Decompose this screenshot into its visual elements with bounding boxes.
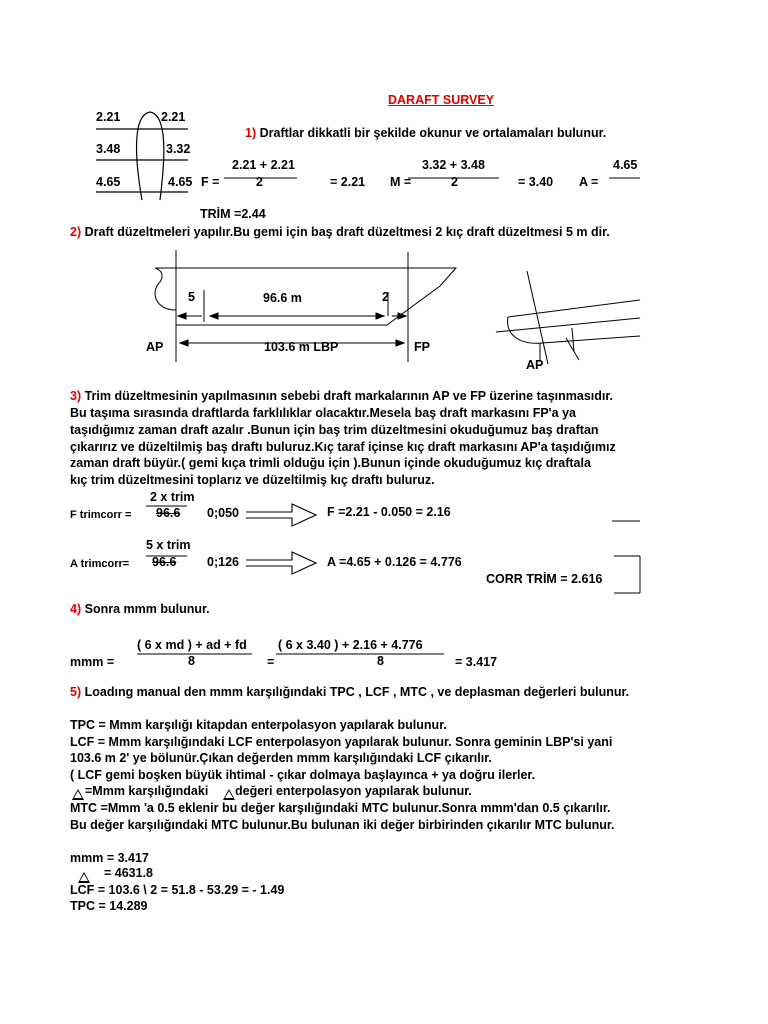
- step4-line: [70, 602, 210, 617]
- step3-text-3: çıkarırız ve düzeltilmiş baş draftı buluruz.Kıç taraf içinse kıç draft markasını AP'a taşıdığımız: [70, 440, 616, 454]
- draft-aft-right: 4.65: [168, 175, 193, 189]
- ap-label: AP: [146, 340, 164, 354]
- step3-text-2: taşıdığımız zaman draft azalır .Bunun için baş trim düzeltmesini okuduğumuz baş draftan: [70, 423, 599, 437]
- result-lcf: LCF = 103.6 \ 2 = 51.8 - 53.29 = - 1.49: [70, 883, 285, 897]
- draft-mid-left: 3.48: [96, 142, 121, 156]
- mmm-denominator-values: 8: [377, 654, 384, 668]
- note-delta-part1: =Mmm karşılığındaki: [85, 784, 209, 798]
- step3-text-5: kıç trim düzeltmesini toplarız ve düzeltilmiş kıç draftı buluruz.: [70, 473, 435, 487]
- note-mtc: MTC =Mmm 'a 0.5 eklenir bu değer karşılığındaki MTC bulunur.Sonra mmm'dan 0.5 çıkarılır.: [70, 801, 611, 815]
- a-trimcorr-denominator: 96.6: [152, 555, 177, 569]
- step1-text: Draftlar dikkatli bir şekilde okunur ve ortalamaları bulunur.: [259, 126, 607, 140]
- delta-icon: [72, 789, 84, 800]
- note-lcf-cont: 103.6 m 2' ye bölunür.Çıkan değerden mmm karşılığındaki LCF çıkarılır.: [70, 751, 492, 765]
- a-trimcorr-numerator: 5 x trim: [146, 538, 191, 552]
- draft-fwd-right: 2.21: [161, 110, 186, 124]
- note-lcf-sign: ( LCF gemi boşken büyük ihtimal - çıkar dolmaya başlayınca + ya doğru ilerler.: [70, 768, 536, 782]
- draft-mid-right: 3.32: [166, 142, 191, 156]
- mmm-label: mmm =: [70, 655, 115, 669]
- note-delta-part2: değeri enterpolasyon yapılarak bulunur.: [235, 784, 472, 798]
- m-denominator: 2: [451, 175, 458, 189]
- delta-icon: [223, 789, 235, 800]
- result-mmm: mmm = 3.417: [70, 851, 149, 865]
- f-label: F =: [201, 175, 220, 189]
- step2-text: Draft düzeltmeleri yapılır.Bu gemi için baş draft düzeltmesi 2 kıç draft düzeltmesi 5 m dir.: [84, 225, 610, 239]
- a-trimcorr-label: A trimcorr=: [70, 558, 130, 570]
- step1-number: 1): [245, 126, 257, 140]
- aft-correction-label: 5: [188, 290, 195, 304]
- f-numerator: 2.21 + 2.21: [232, 158, 295, 172]
- f-trimcorr-numerator: 2 x trim: [150, 490, 195, 504]
- mmm-equals: =: [267, 655, 275, 669]
- draft-fwd-left: 2.21: [96, 110, 121, 124]
- mmm-numerator-formula: ( 6 x md ) + ad + fd: [137, 638, 247, 652]
- f-trimcorr-label: F trimcorr =: [70, 509, 132, 521]
- f-result: = 2.21: [330, 175, 366, 189]
- note-tpc: TPC = Mmm karşılığı kitapdan enterpolasyon yapılarak bulunur.: [70, 718, 447, 732]
- m-label: M =: [390, 175, 412, 189]
- f-trimcorr-result: F =2.21 - 0.050 = 2.16: [327, 505, 451, 519]
- mid-length-label: 96.6 m: [263, 291, 302, 305]
- result-tpc: TPC = 14.289: [70, 899, 148, 913]
- corr-trim: CORR TRİM = 2.616: [486, 572, 603, 586]
- step3-text-1: Bu taşıma sırasında draftlarda farklılıklar olacaktır.Mesela baş draft markasını FP'a ya: [70, 406, 576, 420]
- trim-value: TRİM =2.44: [200, 207, 266, 221]
- step3-number: 3): [70, 389, 82, 403]
- draft-aft-left: 4.65: [96, 175, 121, 189]
- a-trimcorr-result: A =4.65 + 0.126 = 4.776: [327, 555, 462, 569]
- m-numerator: 3.32 + 3.48: [422, 158, 485, 172]
- a-label: A =: [579, 175, 599, 189]
- note-mtc-cont: Bu değer karşılığındaki MTC bulunur.Bu bulunan iki değer birbirinden çıkarılır MTC bulunur.: [70, 818, 615, 832]
- m-result: = 3.40: [518, 175, 554, 189]
- step3-text-4: zaman draft büyür.( gemi kıça trimli olduğu için ).Bunun içinde okuduğumuz kıç draftala: [70, 456, 591, 470]
- step2-number: 2): [70, 225, 82, 239]
- note-lcf: LCF = Mmm karşılığındaki LCF enterpolasyon yapılarak bulunur. Sonra geminin LBP'si yani: [70, 735, 613, 749]
- stern-detail-diagram: [496, 271, 640, 364]
- f-denominator: 2: [256, 175, 263, 189]
- step5-line: [70, 685, 629, 700]
- result-delta: = 4631.8: [104, 866, 154, 880]
- step5-text: Loadıng manual den mmm karşılığındaki TPC , LCF , MTC , ve deplasman değerleri bulunur.: [84, 685, 630, 699]
- trimcorr-arrows: [246, 504, 316, 574]
- document-title: DARAFT SURVEY: [388, 93, 495, 107]
- step4-number: 4): [70, 602, 82, 616]
- mmm-denominator-formula: 8: [188, 654, 195, 668]
- f-trimcorr-value: 0;050: [207, 506, 239, 520]
- step5-number: 5): [70, 685, 82, 699]
- step3-text-0: Trim düzeltmesinin yapılmasının sebebi draft markalarının AP ve FP üzerine taşınmasıdır.: [84, 389, 614, 403]
- a-value: 4.65: [613, 158, 638, 172]
- fwd-correction-label: 2: [382, 290, 389, 304]
- fp-label: FP: [414, 340, 430, 354]
- step3-line-0: [70, 389, 613, 404]
- lbp-label: 103.6 m LBP: [264, 340, 339, 354]
- step1-line: [245, 126, 606, 141]
- step4-text: Sonra mmm bulunur.: [84, 602, 210, 616]
- delta-icon: [78, 872, 90, 883]
- a-trimcorr-value: 0;126: [207, 555, 239, 569]
- f-trimcorr-denominator: 96.6: [156, 506, 181, 520]
- ap-small-label: AP: [526, 358, 544, 372]
- mmm-result: = 3.417: [455, 655, 498, 669]
- step2-line: [70, 225, 610, 240]
- mmm-numerator-values: ( 6 x 3.40 ) + 2.16 + 4.776: [278, 638, 423, 652]
